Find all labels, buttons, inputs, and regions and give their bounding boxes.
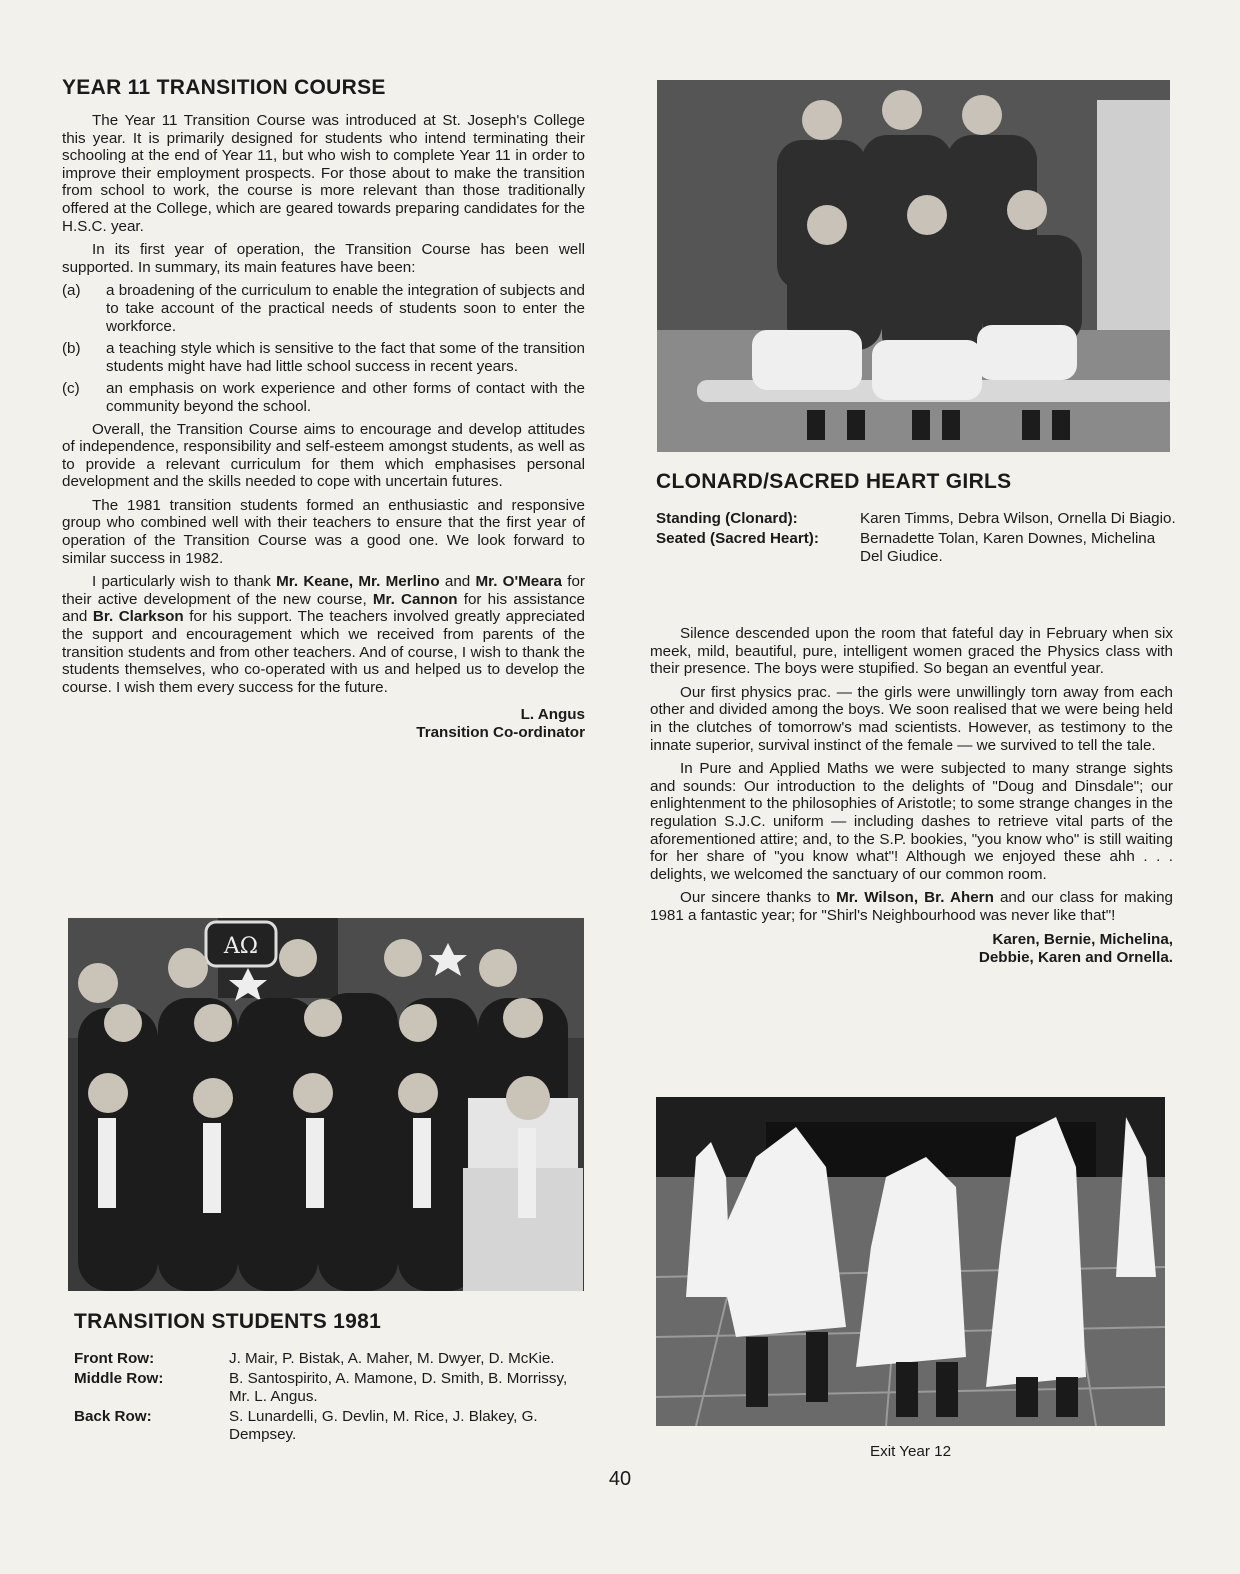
group-photo-illustration <box>68 918 584 1291</box>
exit-caption: Exit Year 12 <box>869 1443 952 1460</box>
physics-paragraph-3: In Pure and Applied Maths we were subjected to many strange sights and sounds: Our introduction to the delights of "Doug and Dinsdale"; our enlightenment to the philosophies of Aristotle; to some strange changes in the regulation S.J.C. uniform — including dashes to retrieve vital parts of the aforementioned attire; and, to the S.P. bookies, "you know who" is still waiting for her share of "you know what"! Although we enjoyed these ahh . . . delights, we welcomed the sanctuary of our common room. <box>650 760 1173 883</box>
physics-paragraph-4 <box>650 889 1173 924</box>
thanks-name: Mr. Wilson, Br. Ahern <box>836 889 994 907</box>
front-row <box>74 1350 584 1368</box>
transition-course-body <box>62 112 585 696</box>
group-paragraph: The 1981 transition students formed an enthusiastic and responsive group who combined well with their teachers to ensure that the first year of operation of the Transition Course was a good one. We look forward to similar success in 1982. <box>62 496 585 567</box>
feature-marker: (b) <box>62 340 81 358</box>
page-number: 40 <box>608 1468 632 1490</box>
row-label: Standing (Clonard): <box>656 510 798 527</box>
signoff-role: Transition Co-ordinator <box>416 724 585 742</box>
feature-text: a broadening of the curriculum to enable the integration of subjects and to take account of the practical needs of students soon to enter the workforce. <box>106 282 585 335</box>
thanks-text: for their active development of the new course, <box>62 573 585 608</box>
transition-students-title: TRANSITION STUDENTS 1981 <box>74 1310 382 1333</box>
transition-course-title: YEAR 11 TRANSITION COURSE <box>62 76 386 99</box>
thanks-text: and our class for making 1981 a fantastic year; for "Shirl's Neighbourhood was never like that"! <box>650 889 1173 924</box>
feature-marker: (a) <box>62 282 81 300</box>
transition-students-photo <box>68 918 584 1291</box>
thanks-name: Mr. Cannon <box>372 590 458 608</box>
physics-signoff <box>650 931 1173 967</box>
students-rows <box>74 1350 584 1444</box>
row-names: Karen Timms, Debra Wilson, Ornella Di Biagio. <box>860 510 1176 527</box>
thanks-text: I particularly wish to thank <box>92 573 277 591</box>
exit-year-12-photo <box>656 1097 1165 1426</box>
school-badge-text: ΑΩ <box>223 934 259 959</box>
thanks-text: for his support. The teachers involved greatly appreciated the support and encouragement which we received from parents of the transition students and from other teachers. And of course, I wish to thank the students themselves, who co-operated with us and helped us to develop the course. I wish them every success for the future. <box>62 608 585 696</box>
thanks-paragraph <box>62 573 585 696</box>
feature-item-c <box>62 380 585 415</box>
girls-photo <box>657 80 1170 452</box>
signoff-line-2: Debbie, Karen and Ornella. <box>978 948 1173 966</box>
features-intro-paragraph: In its first year of operation, the Transition Course has been well supported. In summary, its main features have been: <box>62 241 585 276</box>
feature-marker: (c) <box>62 380 80 398</box>
feature-text: a teaching style which is sensitive to the fact that some of the transition students might have had little school success in recent years. <box>106 340 585 375</box>
row-names: J. Mair, P. Bistak, A. Maher, M. Dwyer, D. McKie. <box>229 1350 555 1367</box>
feature-item-b <box>62 340 585 375</box>
middle-row <box>74 1370 584 1406</box>
thanks-name: Mr. Keane, Mr. Merlino <box>276 573 440 591</box>
row-label: Back Row: <box>74 1408 152 1425</box>
standing-row <box>656 510 1180 528</box>
feature-text: an emphasis on work experience and other forms of contact with the community beyond the school. <box>106 380 585 415</box>
row-names: Bernadette Tolan, Karen Downes, Michelina Del Giudice. <box>860 530 1156 565</box>
girls-rows <box>656 510 1180 566</box>
overall-paragraph: Overall, the Transition Course aims to encourage and develop attitudes of independence, responsibility and self-esteem amongst students, as well as to provide a relevant curriculum for them which emphasises personal development and the skills needed to cope with uncertain futures. <box>62 420 585 491</box>
feature-item-a <box>62 282 585 335</box>
thanks-text: Our sincere thanks to <box>680 889 837 907</box>
thanks-name: Br. Clarkson <box>92 608 184 626</box>
back-row <box>74 1408 584 1444</box>
thanks-text: for his assistance and <box>62 590 585 626</box>
transition-signoff <box>62 706 585 742</box>
row-label: Seated (Sacred Heart): <box>656 530 819 547</box>
girls-title: CLONARD/SACRED HEART GIRLS <box>656 470 1012 493</box>
thanks-name: Mr. O'Meara <box>475 573 562 591</box>
physics-article <box>650 625 1173 967</box>
row-label: Front Row: <box>74 1350 155 1367</box>
signoff-line-1: Karen, Bernie, Michelina, <box>992 930 1173 948</box>
row-label: Middle Row: <box>74 1370 164 1387</box>
physics-paragraph-2: Our first physics prac. — the girls were unwillingly torn away from each other and divided among the boys. We soon realised that we were being held in the clutches of tomorrow's mad scientists. However, as testimony to the innate superior, survival instinct of the female — we survived to tell the tale. <box>650 683 1173 754</box>
seated-row <box>656 530 1180 566</box>
thanks-text: and <box>439 573 476 591</box>
girls-caption <box>656 470 1180 568</box>
signoff-name: L. Angus <box>520 706 585 724</box>
row-names: S. Lunardelli, G. Devlin, M. Rice, J. Blakey, G. Dempsey. <box>229 1408 538 1443</box>
exit-photo-illustration <box>656 1097 1165 1426</box>
row-names: B. Santospirito, A. Mamone, D. Smith, B. Morrissy, Mr. L. Angus. <box>229 1370 568 1405</box>
girls-photo-illustration <box>657 80 1170 452</box>
physics-paragraph-1: Silence descended upon the room that fateful day in February when six meek, mild, beautiful, pure, intelligent women graced the Physics class with their presence. The boys were stupified. So began an eventful year. <box>650 625 1173 678</box>
intro-paragraph: The Year 11 Transition Course was introduced at St. Joseph's College this year. It is primarily designed for students who intend terminating their schooling at the end of Year 11, but who wish to complete Year 11 in order to improve their employment prospects. For those about to make the transition from school to work, the course is more relevant than those traditionally offered at the College, which are geared towards preparing candidates for the H.S.C. year. <box>62 112 585 235</box>
transition-course-article <box>62 76 585 742</box>
transition-students-caption <box>74 1310 584 1446</box>
